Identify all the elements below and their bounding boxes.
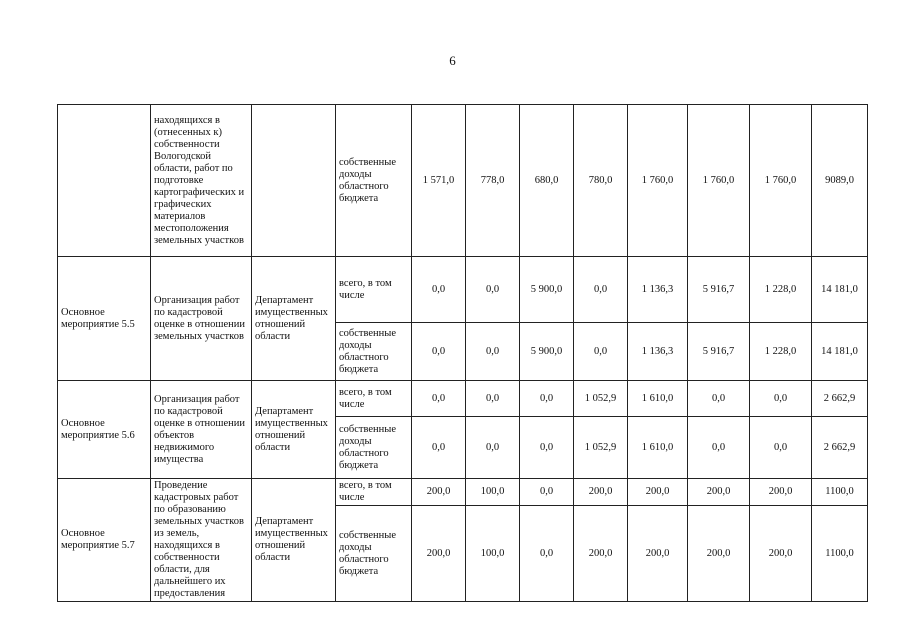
value-cell: 14 181,0: [812, 257, 868, 323]
value-cell: 1100,0: [812, 479, 868, 506]
value-cell: 100,0: [466, 479, 520, 506]
value-cell: 200,0: [688, 479, 750, 506]
source-cell: всего, в том числе: [336, 479, 412, 506]
value-cell: 2 662,9: [812, 381, 868, 417]
value-cell: 0,0: [574, 323, 628, 381]
name-cell: находящихся в (отнесенных к) собственности Вологодской области, работ по подготовке картографических и графических материалов местоположения земельных участков: [151, 105, 252, 257]
value-cell: 0,0: [750, 381, 812, 417]
value-cell: 5 900,0: [520, 257, 574, 323]
value-cell: 0,0: [412, 323, 466, 381]
value-cell: 0,0: [466, 257, 520, 323]
value-cell: 0,0: [520, 417, 574, 479]
value-cell: 1 610,0: [628, 417, 688, 479]
value-cell: 0,0: [412, 381, 466, 417]
value-cell: 1100,0: [812, 506, 868, 602]
source-cell: всего, в том числе: [336, 381, 412, 417]
value-cell: 0,0: [688, 381, 750, 417]
value-cell: 0,0: [466, 381, 520, 417]
value-cell: 680,0: [520, 105, 574, 257]
value-cell: 1 228,0: [750, 257, 812, 323]
name-cell: Организация работ по кадастровой оценке в отношении земельных участков: [151, 257, 252, 381]
value-cell: 200,0: [628, 479, 688, 506]
source-cell: собственные доходы областного бюджета: [336, 323, 412, 381]
source-cell: собственные доходы областного бюджета: [336, 105, 412, 257]
source-cell: собственные доходы областного бюджета: [336, 417, 412, 479]
value-cell: 200,0: [574, 506, 628, 602]
name-cell: Организация работ по кадастровой оценке в отношении объектов недвижимого имущества: [151, 381, 252, 479]
executor-cell: Департамент имущественных отношений области: [252, 257, 336, 381]
value-cell: 1 136,3: [628, 323, 688, 381]
budget-table: [57, 104, 868, 602]
event-cell: Основное мероприятие 5.7: [58, 479, 151, 602]
value-cell: 1 136,3: [628, 257, 688, 323]
value-cell: 778,0: [466, 105, 520, 257]
value-cell: 14 181,0: [812, 323, 868, 381]
value-cell: 2 662,9: [812, 417, 868, 479]
executor-cell: [252, 105, 336, 257]
table-row: [58, 381, 868, 417]
page-number: 6: [449, 53, 456, 68]
value-cell: 0,0: [520, 506, 574, 602]
value-cell: 1 760,0: [750, 105, 812, 257]
executor-cell: Департамент имущественных отношений области: [252, 479, 336, 602]
value-cell: 200,0: [412, 479, 466, 506]
value-cell: 1 760,0: [688, 105, 750, 257]
value-cell: 0,0: [688, 417, 750, 479]
value-cell: 1 571,0: [412, 105, 466, 257]
value-cell: 1 052,9: [574, 417, 628, 479]
source-cell: всего, в том числе: [336, 257, 412, 323]
value-cell: 780,0: [574, 105, 628, 257]
value-cell: 1 228,0: [750, 323, 812, 381]
name-cell: Проведение кадастровых работ по образованию земельных участков из земель, находящихся в собственности области, для дальнейшего их предоставления: [151, 479, 252, 602]
value-cell: 9089,0: [812, 105, 868, 257]
table-row: [58, 479, 868, 506]
value-cell: 200,0: [412, 506, 466, 602]
value-cell: 1 760,0: [628, 105, 688, 257]
value-cell: 0,0: [520, 381, 574, 417]
event-cell: Основное мероприятие 5.6: [58, 381, 151, 479]
value-cell: 0,0: [520, 479, 574, 506]
value-cell: 0,0: [750, 417, 812, 479]
table-row: [58, 257, 868, 323]
value-cell: 0,0: [574, 257, 628, 323]
value-cell: 100,0: [466, 506, 520, 602]
value-cell: 5 916,7: [688, 323, 750, 381]
value-cell: 0,0: [466, 417, 520, 479]
event-cell: Основное мероприятие 5.5: [58, 257, 151, 381]
executor-cell: Департамент имущественных отношений области: [252, 381, 336, 479]
value-cell: 1 610,0: [628, 381, 688, 417]
value-cell: 200,0: [628, 506, 688, 602]
value-cell: 0,0: [412, 257, 466, 323]
value-cell: 0,0: [466, 323, 520, 381]
value-cell: 200,0: [750, 479, 812, 506]
value-cell: 200,0: [688, 506, 750, 602]
value-cell: 0,0: [412, 417, 466, 479]
event-cell: [58, 105, 151, 257]
value-cell: 200,0: [750, 506, 812, 602]
source-cell: собственные доходы областного бюджета: [336, 506, 412, 602]
value-cell: 200,0: [574, 479, 628, 506]
value-cell: 5 916,7: [688, 257, 750, 323]
table-row: [58, 105, 868, 257]
value-cell: 5 900,0: [520, 323, 574, 381]
value-cell: 1 052,9: [574, 381, 628, 417]
